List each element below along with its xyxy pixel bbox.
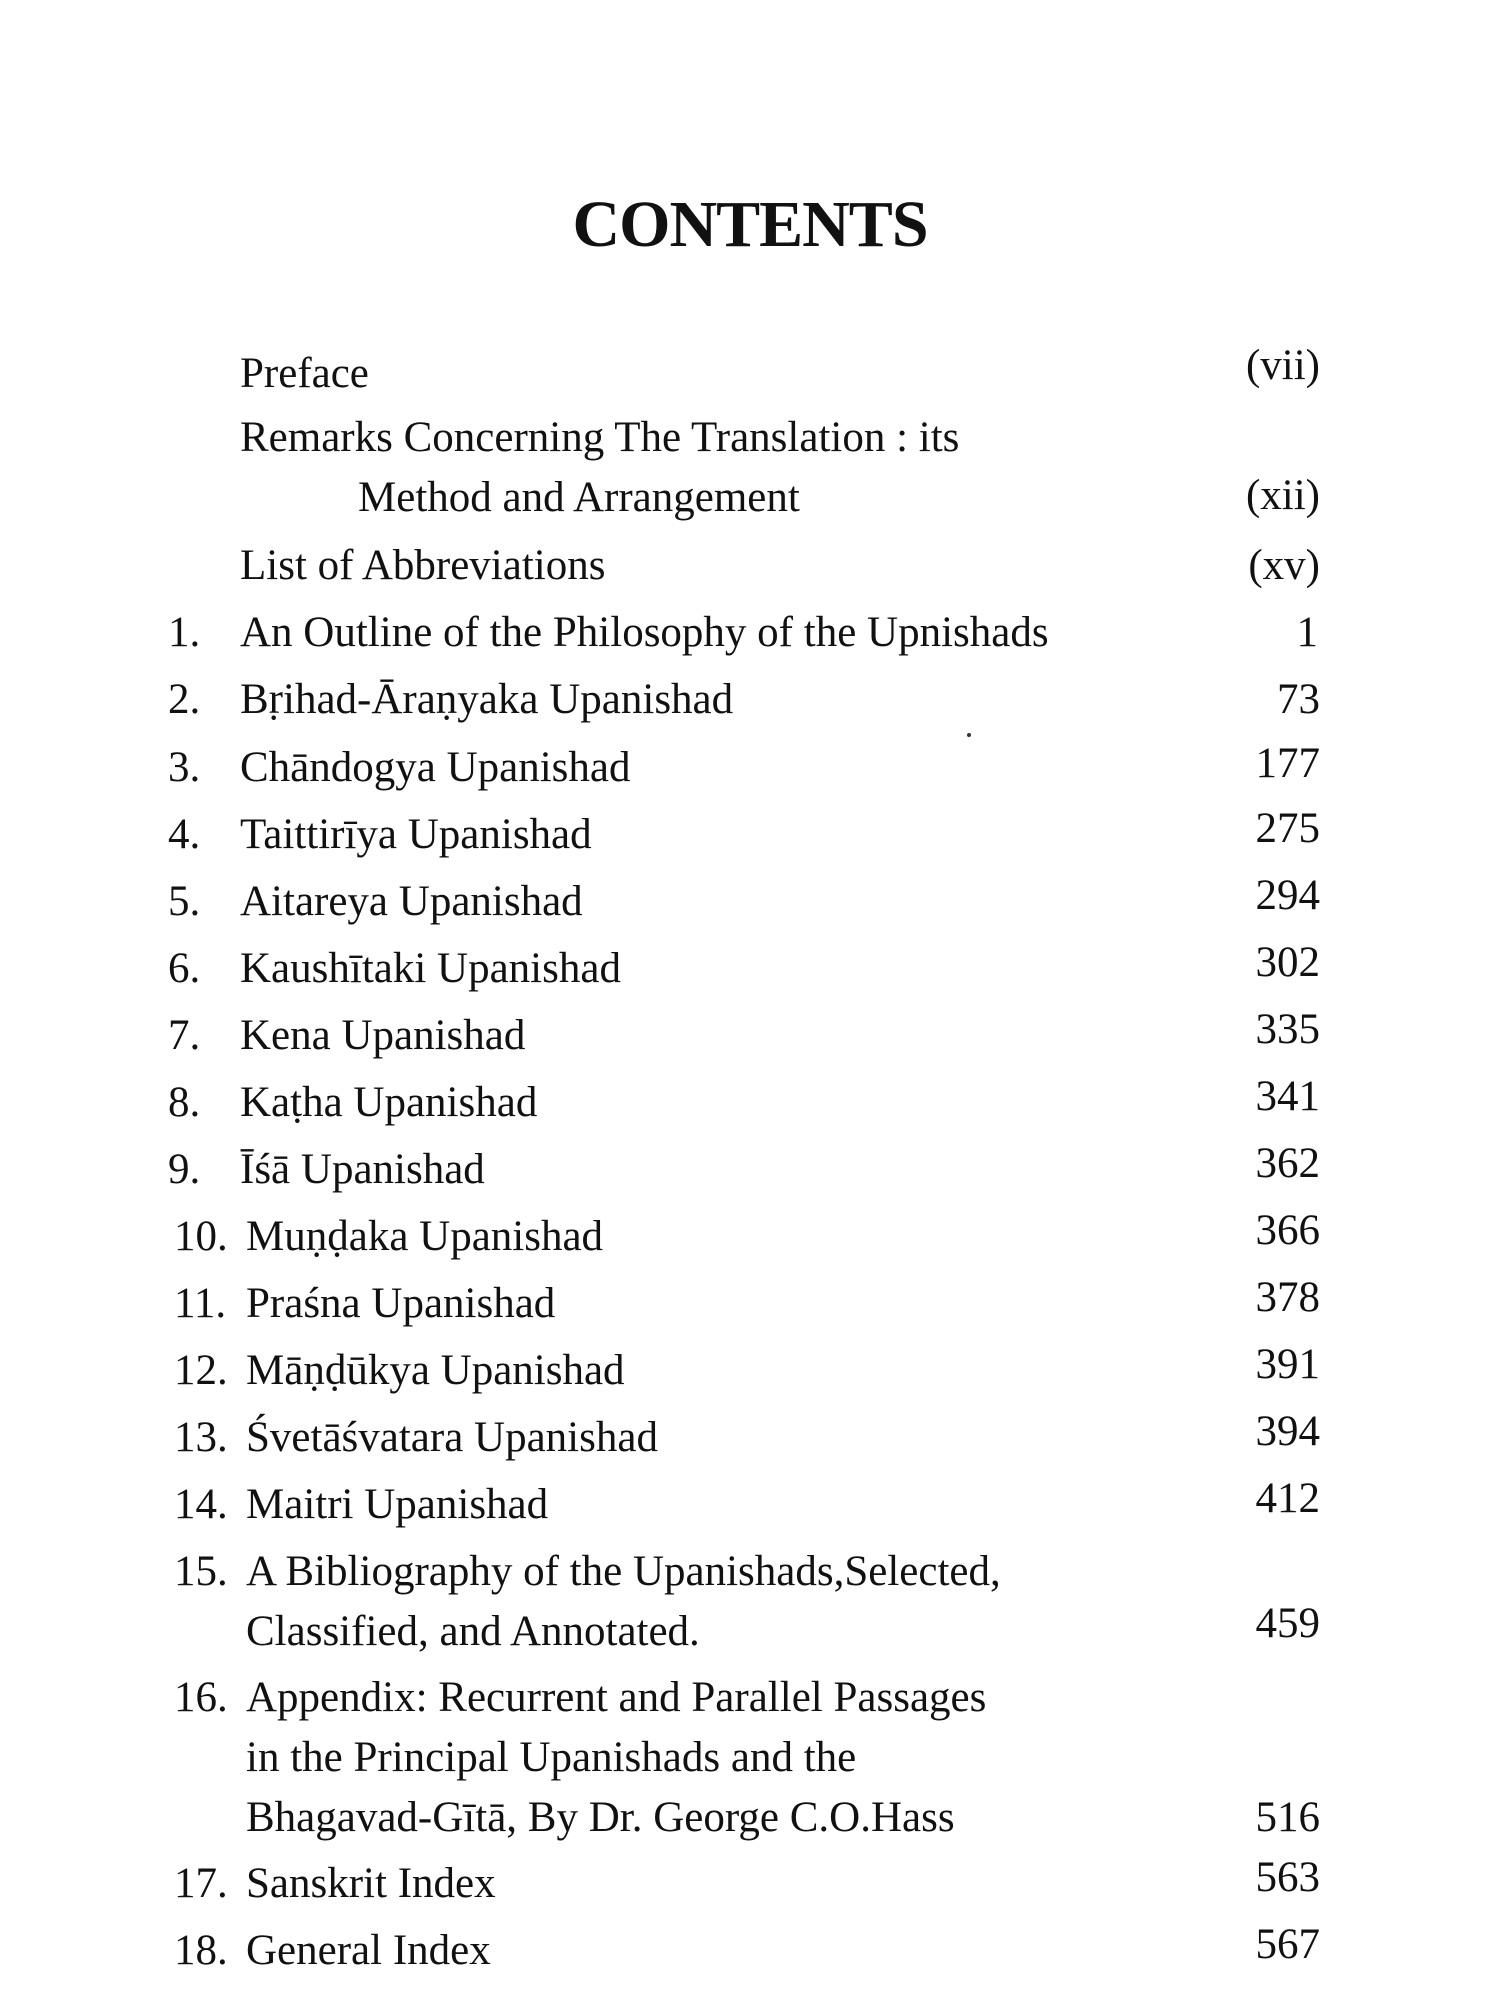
entry-title-line: Maitri Upanishad: [246, 1481, 549, 1528]
entry-page-number: 341: [1255, 1073, 1320, 1120]
entry-number: 16.: [174, 1674, 228, 1721]
entry-page-number: 394: [1255, 1408, 1320, 1455]
entry-page-number: 73: [1277, 676, 1320, 723]
entry-title-line: Bṛihad-Āraṇyaka Upanishad: [240, 676, 734, 723]
entry-title: [240, 939, 621, 999]
entry-page-number: 1: [1296, 609, 1318, 656]
entry-title: [240, 408, 959, 528]
entry-title-line: Praśna Upanishad: [246, 1280, 556, 1327]
entry-title-line: List of Abbreviations: [240, 542, 606, 589]
entry-title: [246, 1207, 603, 1267]
entry-title: [240, 536, 605, 596]
entry-page-number: 177: [1255, 740, 1320, 787]
entry-title-line: Appendix: Recurrent and Parallel Passages: [246, 1674, 987, 1721]
entry-page-number: 275: [1255, 805, 1320, 852]
entry-number: 6.: [168, 945, 201, 992]
entry-title: [246, 1854, 496, 1914]
entry-title-line: Remarks Concerning The Translation : its: [240, 414, 960, 461]
entry-title-line: Sanskrit Index: [246, 1860, 496, 1907]
entry-page-number: 366: [1255, 1207, 1320, 1254]
entry-title-line: Māṇḍūkya Upanishad: [246, 1347, 625, 1394]
entry-title-line: An Outline of the Philosophy of the Upnishads: [240, 609, 1049, 656]
entry-number: 5.: [168, 878, 201, 925]
entry-title-line: Kena Upanishad: [240, 1012, 526, 1059]
entry-page-number: 362: [1255, 1140, 1320, 1187]
entry-page-number: 302: [1255, 939, 1320, 986]
entry-title-line: Kaushītaki Upanishad: [240, 945, 621, 992]
entry-title: [240, 603, 1049, 663]
entry-title: [240, 872, 583, 932]
entry-page-number: 412: [1255, 1475, 1320, 1522]
entry-number: 14.: [174, 1481, 228, 1528]
entry-title-line: Taittirīya Upanishad: [240, 811, 592, 858]
entry-title: [246, 1475, 548, 1535]
entry-page-number: (xv): [1248, 542, 1320, 589]
entry-number: 3.: [168, 744, 201, 791]
entry-title: [246, 1274, 555, 1334]
entry-title-line: Chāndogya Upanishad: [240, 744, 631, 791]
entry-title-line: Preface: [240, 350, 369, 397]
entry-number: 10.: [174, 1213, 228, 1260]
entry-title: [246, 1921, 491, 1981]
entry-title: [246, 1542, 1001, 1662]
entry-number: 7.: [168, 1012, 201, 1059]
entry-number: 13.: [174, 1414, 228, 1461]
entry-title-line: Kaṭha Upanishad: [240, 1079, 538, 1126]
entry-title-line: Īśā Upanishad: [240, 1146, 485, 1193]
entry-title: [240, 1073, 537, 1133]
entry-page-number: 294: [1255, 872, 1320, 919]
entry-title-line: Aitareya Upanishad: [240, 878, 583, 925]
entry-page-number: (xii): [1245, 472, 1320, 519]
entry-page-number: 335: [1255, 1006, 1320, 1053]
entry-number: 17.: [174, 1860, 228, 1907]
entry-title: [240, 670, 733, 730]
entry-title-line: Muṇḍaka Upanishad: [246, 1213, 604, 1260]
entry-title: [240, 738, 631, 798]
entry-number: 18.: [174, 1927, 228, 1974]
entry-number: 15.: [174, 1548, 228, 1595]
entry-number: 1.: [168, 609, 201, 656]
entry-number: 2.: [168, 676, 201, 723]
entry-page-number: 459: [1255, 1600, 1320, 1647]
entry-title-line: Bhagavad-Gītā, By Dr. George C.O.Hass: [246, 1794, 955, 1841]
entry-title-line: General Index: [246, 1927, 491, 1974]
entry-number: 4.: [168, 811, 201, 858]
entry-title: [240, 805, 592, 865]
entry-title-line: Śvetāśvatara Upanishad: [246, 1414, 658, 1461]
entry-number: 8.: [168, 1079, 201, 1126]
entry-page-number: (vii): [1245, 342, 1320, 389]
print-speck: [967, 733, 971, 737]
entry-number: 11.: [174, 1280, 227, 1327]
entry-number: 9.: [168, 1146, 201, 1193]
page-title: CONTENTS: [572, 188, 928, 261]
entry-page-number: 391: [1255, 1341, 1320, 1388]
entry-page-number: 567: [1255, 1921, 1320, 1968]
entry-title-line: in the Principal Upanishads and the: [246, 1734, 857, 1781]
entry-title: [240, 344, 369, 404]
entry-page-number: 516: [1255, 1794, 1320, 1841]
entry-page-number: 378: [1255, 1274, 1320, 1321]
entry-page-number: 563: [1255, 1854, 1320, 1901]
entry-title-line: Method and Arrangement: [358, 474, 800, 521]
entry-title: [246, 1668, 986, 1848]
entry-title: [246, 1341, 625, 1401]
entry-title: [240, 1006, 525, 1066]
entry-number: 12.: [174, 1347, 228, 1394]
entry-title-line: A Bibliography of the Upanishads,Selected,: [246, 1548, 1001, 1595]
entry-title: [240, 1140, 485, 1200]
entry-title-line: Classified, and Annotated.: [246, 1608, 700, 1655]
entry-title: [246, 1408, 658, 1468]
